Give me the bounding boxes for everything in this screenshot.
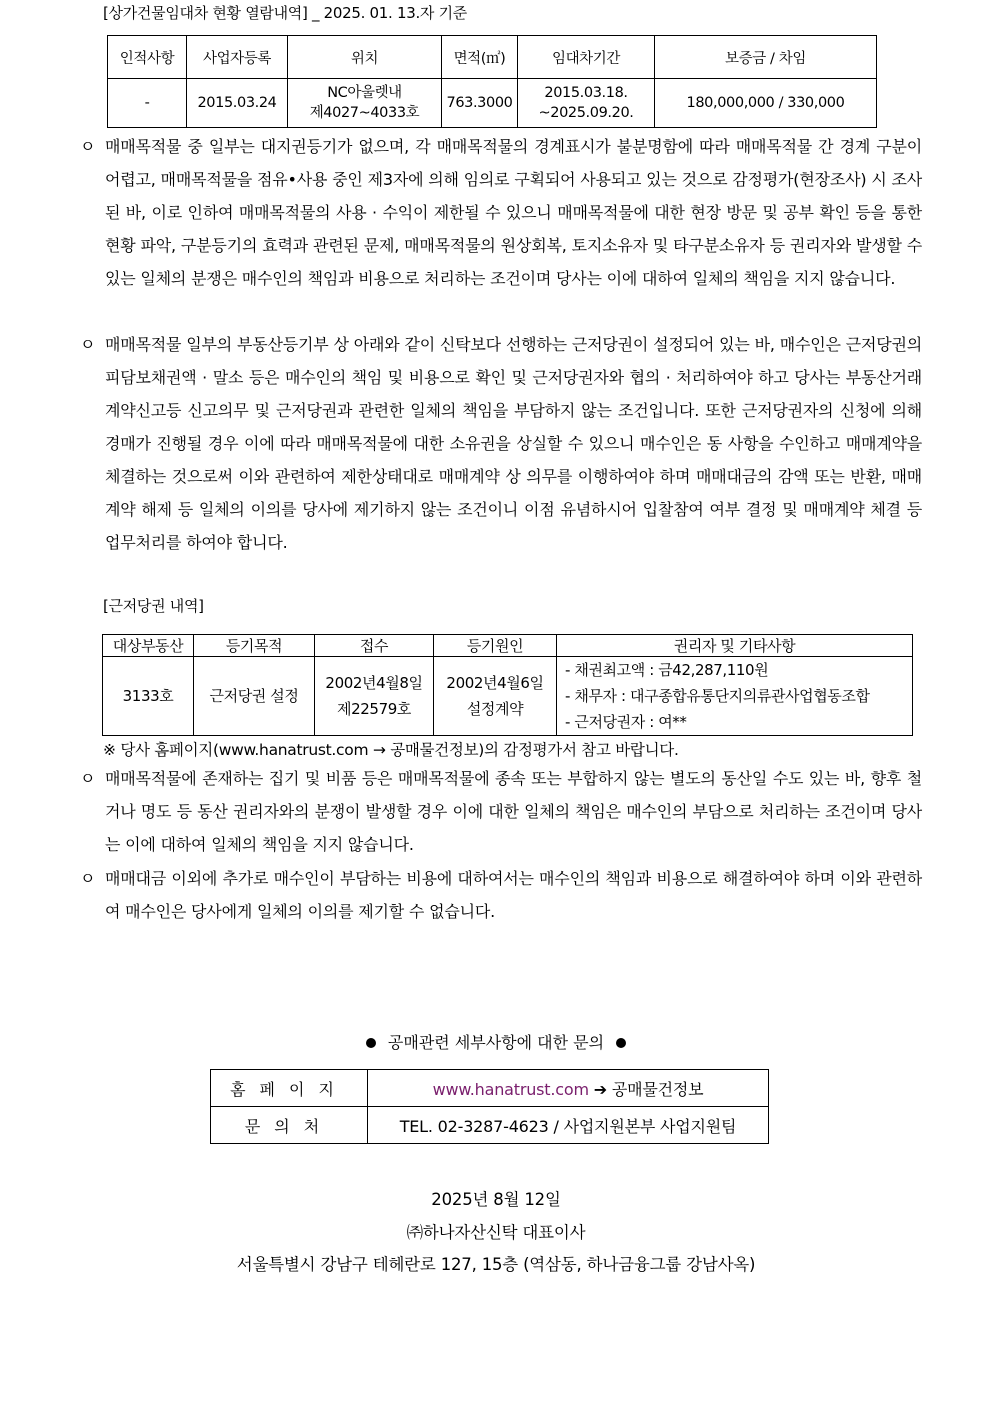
rights-line: - 채무자 : 대구종합유통단지의류관사업협동조합	[565, 687, 870, 705]
notice-paragraph	[80, 130, 922, 295]
inquiry-value: TEL. 02-3287-4623 / 사업지원본부 사업지원팀	[368, 1107, 769, 1144]
contact-table	[210, 1069, 769, 1144]
table-header-row	[103, 635, 913, 657]
bullet-dot-icon	[366, 1038, 376, 1048]
column-header: 면적(㎡)	[442, 36, 518, 79]
lease-status-heading: [상가건물임대차 현황 열람내역] _ 2025. 01. 13.자 기준	[103, 4, 467, 22]
paragraph-text: 매매대금 이외에 추가로 매수인이 부담하는 비용에 대하여서는 매수인의 책임과 비용으로 해결하여야 하며 이와 관련하여 매수인은 당사에게 일체의 이의를 제기할 수 없습니다.	[105, 869, 922, 921]
cause-line: 2002년4월6일	[446, 674, 544, 692]
column-header: 대상부동산	[103, 635, 194, 657]
notice-paragraph	[80, 328, 922, 559]
column-header: 등기목적	[194, 635, 315, 657]
contact-title-text: 공매관련 세부사항에 대한 문의	[387, 1033, 605, 1052]
purpose-cell: 근저당권 설정	[194, 657, 315, 736]
period-line: 2015.03.18.	[544, 85, 628, 101]
notice-paragraph	[80, 762, 922, 861]
bullet-mark: ㅇ	[80, 869, 96, 888]
mortgage-table	[102, 634, 913, 736]
lease-status-table	[107, 35, 877, 128]
bullet-mark: ㅇ	[80, 769, 96, 788]
receipt-line: 2002년4월8일	[325, 674, 423, 692]
contact-title	[0, 1030, 992, 1053]
column-header: 사업자등록	[187, 36, 288, 79]
table-row	[103, 657, 913, 736]
location-line: 제4027~4033호	[309, 105, 420, 121]
document-date: 2025년 8월 12일	[431, 1190, 561, 1209]
appraisal-note: ※ 당사 홈페이지(www.hanatrust.com → 공매물건정보)의 감정평가서 참고 바랍니다.	[103, 741, 679, 759]
homepage-label: 홈페이지	[211, 1070, 368, 1107]
arrow-right-icon: ➔	[593, 1079, 607, 1099]
homepage-section: 공매물건정보	[611, 1079, 704, 1099]
rights-line: - 채권최고액 : 금42,287,110원	[565, 661, 769, 679]
personal-info-cell: -	[108, 79, 187, 128]
rights-line: - 근저당권자 : 여**	[565, 713, 687, 731]
bullet-mark: ㅇ	[80, 137, 96, 156]
homepage-link[interactable]: www.hanatrust.com	[432, 1079, 589, 1099]
inquiry-label: 문의처	[211, 1107, 368, 1144]
table-row	[108, 79, 877, 128]
receipt-line: 제22579호	[337, 700, 411, 718]
location-line: NC아울렛내	[327, 85, 402, 101]
table-row	[211, 1107, 769, 1144]
deposit-rent-cell: 180,000,000 / 330,000	[655, 79, 877, 128]
rights-cell	[557, 657, 913, 736]
homepage-cell	[368, 1070, 769, 1107]
receipt-cell	[315, 657, 434, 736]
table-row	[211, 1070, 769, 1107]
column-header: 보증금 / 차임	[655, 36, 877, 79]
property-cell: 3133호	[103, 657, 194, 736]
period-line: ~2025.09.20.	[538, 105, 634, 121]
registration-cell: 2015.03.24	[187, 79, 288, 128]
company-address: 서울특별시 강남구 테헤란로 127, 15층 (역삼동, 하나금융그룹 강남사옥)	[236, 1255, 756, 1274]
cause-cell	[434, 657, 557, 736]
area-cell: 763.3000	[442, 79, 518, 128]
company-signature: ㈜하나자산신탁 대표이사	[406, 1223, 586, 1242]
column-header: 등기원인	[434, 635, 557, 657]
column-header: 접수	[315, 635, 434, 657]
paragraph-text: 매매목적물 일부의 부동산등기부 상 아래와 같이 신탁보다 선행하는 근저당권이 설정되어 있는 바, 매수인은 근저당권의 피담보채권액 · 말소 등은 매수인의 책임 및 비용으로 확인 및 근저당권자와 협의 · 처리하여야 하고 당사는 부동산거래계약신고등 신고의무 및 근저당권과 관련한 일체의 책임을 부담하지 않는 조건입니다. 또한 근저당권자의 신청에 의해 경매가 진행될 경우 이에 따라 매매목적물에 대한 소유권을 상실할 수 있으니 매수인은 동 사항을 수인하고 매매계약을 체결하는 것으로써 이와 관련하여 제한상태대로 매매계약 상 의무를 이행하여야 하며 매매대금의 감액 또는 반환, 매매계약 해제 등 일체의 이의를 당사에 제기하지 않는 조건이니 이점 유념하시어 입찰참여 여부 결정 및 매매계약 체결 등 업무처리를 하여야 합니다.	[105, 335, 922, 552]
location-cell	[288, 79, 442, 128]
column-header: 위치	[288, 36, 442, 79]
cause-line: 설정계약	[466, 700, 524, 718]
paragraph-text: 매매목적물에 존재하는 집기 및 비품 등은 매매목적물에 종속 또는 부합하지 않는 별도의 동산일 수도 있는 바, 향후 철거나 명도 등 동산 권리자와의 분쟁이 발생할 경우 이에 대한 일체의 책임은 매수인의 부담으로 처리하는 조건이며 당사는 이에 대하여 일체의 책임을 지지 않습니다.	[105, 769, 922, 854]
column-header: 인적사항	[108, 36, 187, 79]
table-header-row	[108, 36, 877, 79]
mortgage-heading: [근저당권 내역]	[103, 597, 204, 615]
notice-paragraph	[80, 862, 922, 928]
bullet-mark: ㅇ	[80, 335, 96, 354]
lease-period-cell	[518, 79, 655, 128]
column-header: 권리자 및 기타사항	[557, 635, 913, 657]
bullet-dot-icon	[616, 1038, 626, 1048]
column-header: 임대차기간	[518, 36, 655, 79]
paragraph-text: 매매목적물 중 일부는 대지권등기가 없으며, 각 매매목적물의 경계표시가 불분명함에 따라 매매목적물 간 경계 구분이 어렵고, 매매목적물을 점유•사용 중인 제3자에 의해 임의로 구획되어 사용되고 있는 것으로 감정평가(현장조사) 시 조사된 바, 이로 인하여 매매목적물의 사용 · 수익이 제한될 수 있으니 매매목적물에 대한 현장 방문 및 공부 확인 등을 통한 현황 파악, 구분등기의 효력과 관련된 문제, 매매목적물의 원상회복, 토지소유자 및 타구분소유자 등 권리자와 발생할 수 있는 일체의 분쟁은 매수인의 책임과 비용으로 처리하는 조건이며 당사는 이에 대하여 일체의 책임을 지지 않습니다.	[105, 137, 922, 288]
